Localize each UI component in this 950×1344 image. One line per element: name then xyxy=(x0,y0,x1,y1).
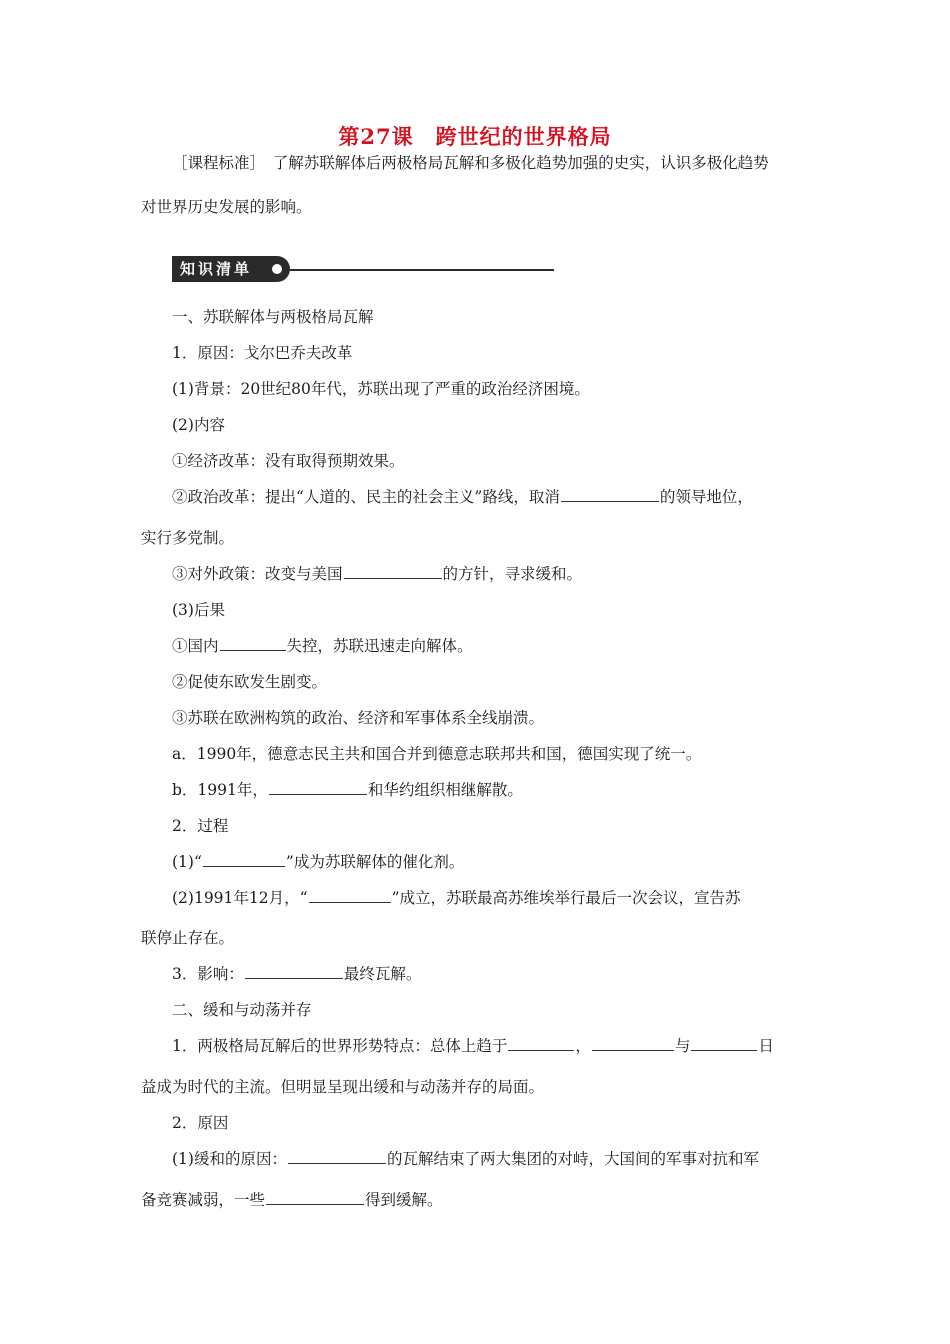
text-fragment: 3．影响： xyxy=(172,965,244,983)
fill-in-blank[interactable] xyxy=(245,963,343,979)
text-fragment: 1．两极格局瓦解后的世界形势特点：总体上趋于 xyxy=(172,1037,508,1055)
text-line: 实行多党制。 xyxy=(141,529,235,547)
text-line-with-blank xyxy=(172,1147,759,1169)
text-line-with-blank xyxy=(141,1188,443,1210)
fill-in-blank[interactable] xyxy=(508,1035,574,1051)
fill-in-blank[interactable] xyxy=(344,563,442,579)
text-fragment: (2)1991年12月，“ xyxy=(172,889,308,907)
text-line: a．1990年，德意志民主共和国合并到德意志联邦共和国，德国实现了统一。 xyxy=(172,745,702,763)
text-fragment: (1)“ xyxy=(172,853,202,871)
text-line-with-blank xyxy=(172,562,582,584)
text-fragment: 得到缓解。 xyxy=(365,1191,443,1209)
text-line: (3)后果 xyxy=(172,601,225,619)
fill-in-blank[interactable] xyxy=(269,779,367,795)
text-line: 1．原因：戈尔巴乔夫改革 xyxy=(172,344,353,362)
text-fragment: ①国内 xyxy=(172,637,219,655)
text-line: 2．过程 xyxy=(172,817,229,835)
text-line-with-blank xyxy=(172,634,473,656)
text-line: 益成为时代的主流。但明显呈现出缓和与动荡并存的局面。 xyxy=(141,1078,545,1096)
text-line-with-blank xyxy=(172,850,464,872)
fill-in-blank[interactable] xyxy=(691,1035,757,1051)
text-fragment: 与 xyxy=(674,1037,691,1055)
course-standard-line-1: ［课程标准］ 了解苏联解体后两极格局瓦解和多极化趋势加强的史实，认识多极化趋势 xyxy=(172,154,769,172)
text-fragment: b．1991年， xyxy=(172,781,268,799)
text-fragment: ”成立，苏联最高苏维埃举行最后一次会议，宣告苏 xyxy=(391,889,741,907)
fill-in-blank[interactable] xyxy=(288,1148,386,1164)
text-fragment: 和华约组织相继解散。 xyxy=(367,781,523,799)
text-fragment: 备竞赛减弱，一些 xyxy=(141,1191,266,1209)
text-line: 2．原因 xyxy=(172,1114,229,1132)
text-fragment: (1)缓和的原因： xyxy=(172,1150,287,1168)
text-line-with-blank xyxy=(172,962,421,984)
text-line-with-blank xyxy=(172,778,523,800)
text-line: 联停止存在。 xyxy=(141,929,235,947)
knowledge-list-badge xyxy=(172,256,290,282)
fill-in-blank[interactable] xyxy=(309,887,391,903)
text-fragment: ③对外政策：改变与美国 xyxy=(172,565,343,583)
fill-in-blank[interactable] xyxy=(203,851,285,867)
heading-section-2: 二、缓和与动荡并存 xyxy=(172,1001,312,1019)
fill-in-blank[interactable] xyxy=(561,486,659,502)
fill-in-blank[interactable] xyxy=(266,1189,364,1205)
text-line-with-blank xyxy=(172,1034,774,1056)
heading-section-1: 一、苏联解体与两极格局瓦解 xyxy=(172,308,374,326)
text-line: (1)背景：20世纪80年代，苏联出现了严重的政治经济困境。 xyxy=(172,380,590,398)
text-line: ①经济改革：没有取得预期效果。 xyxy=(172,452,405,470)
knowledge-list-label: 知识清单 xyxy=(180,260,253,278)
fill-in-blank[interactable] xyxy=(592,1035,674,1051)
text-fragment: 的领导地位， xyxy=(659,488,753,506)
text-line: ③苏联在欧洲构筑的政治、经济和军事体系全线崩溃。 xyxy=(172,709,545,727)
text-fragment: ②政治改革：提出“人道的、民主的社会主义”路线，取消 xyxy=(172,488,560,506)
text-fragment: 最终瓦解。 xyxy=(343,965,422,983)
text-fragment: ， xyxy=(575,1037,591,1055)
text-fragment: 失控，苏联迅速走向解体。 xyxy=(286,637,473,655)
text-line: ②促使东欧发生剧变。 xyxy=(172,673,328,691)
course-standard-line-2: 对世界历史发展的影响。 xyxy=(141,198,312,216)
text-line-with-blank xyxy=(172,485,753,507)
lesson-title: 第27课 跨世纪的世界格局 xyxy=(338,124,612,149)
header-rule xyxy=(290,269,554,271)
bullet-dot-icon xyxy=(272,264,282,274)
text-fragment: 的瓦解结束了两大集团的对峙，大国间的军事对抗和军 xyxy=(386,1150,759,1168)
text-line-with-blank xyxy=(172,886,741,908)
text-line: (2)内容 xyxy=(172,416,225,434)
fill-in-blank[interactable] xyxy=(220,635,286,651)
text-fragment: 的方针，寻求缓和。 xyxy=(442,565,583,583)
knowledge-list-header xyxy=(172,256,557,284)
text-fragment: ”成为苏联解体的催化剂。 xyxy=(285,853,465,871)
text-fragment: 日 xyxy=(758,1037,774,1055)
